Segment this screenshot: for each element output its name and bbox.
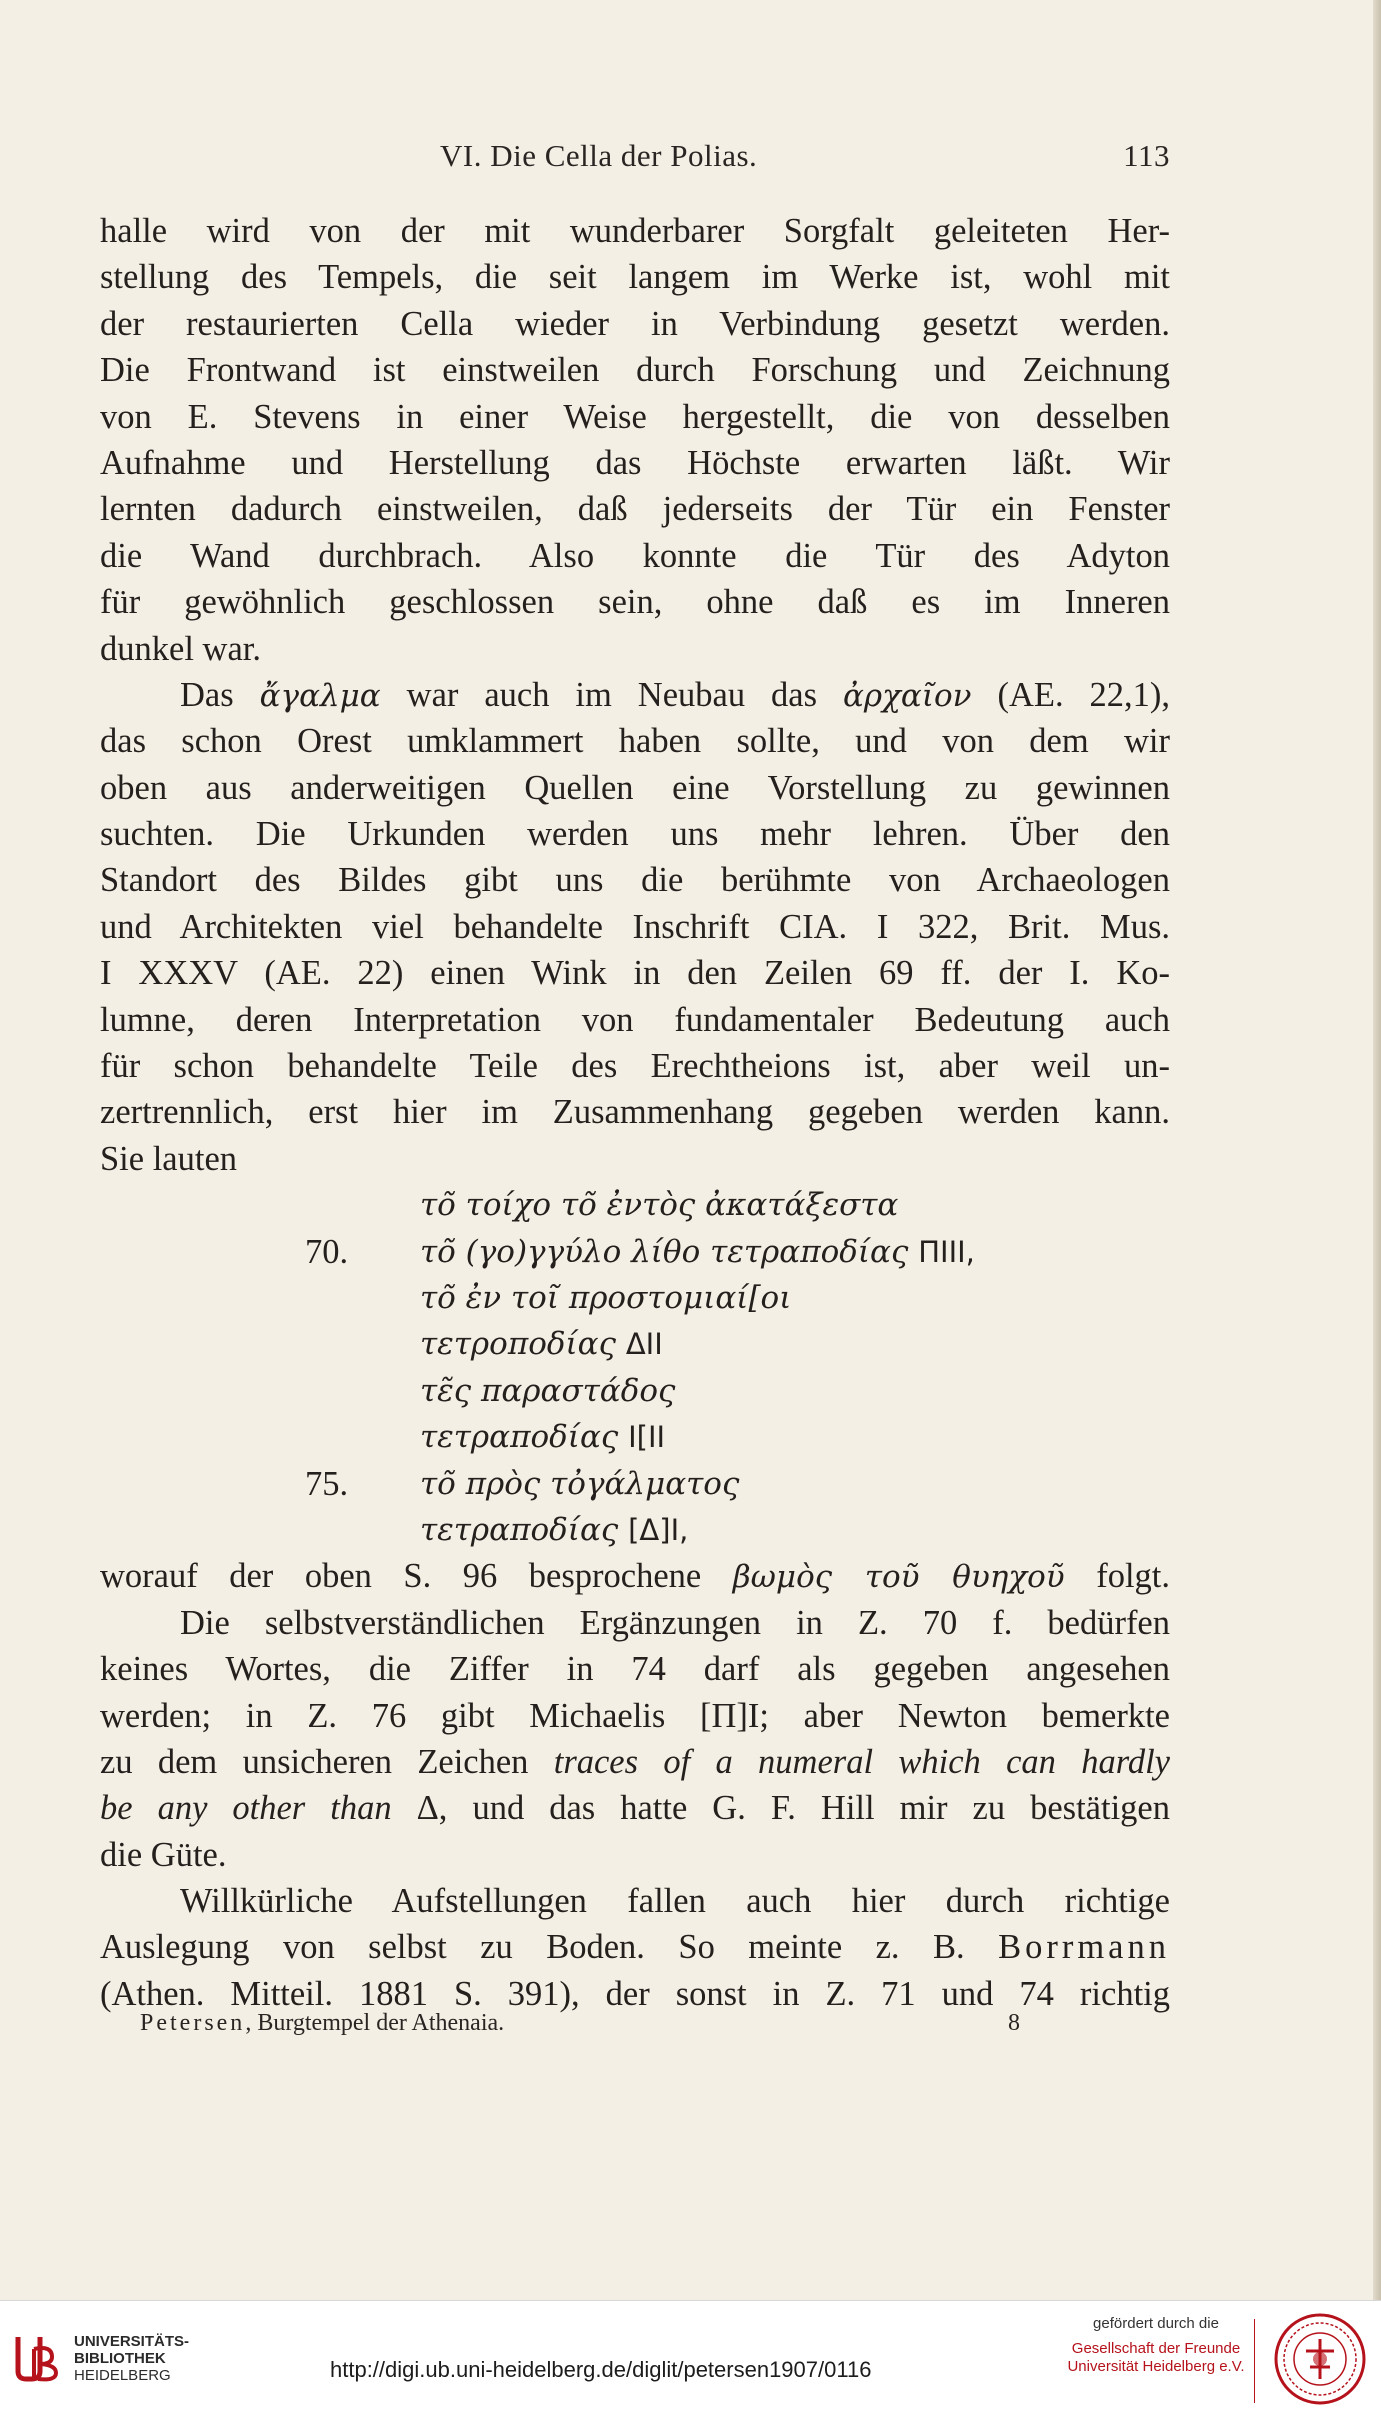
- numeral-glyph: ΠΙΙΙ,: [918, 1234, 975, 1269]
- page-edge: [1373, 0, 1381, 2300]
- text-line: [100, 1553, 1170, 1599]
- sponsor-divider: [1254, 2319, 1255, 2403]
- sponsor-block: [1056, 2315, 1256, 2376]
- text-span: Auslegung von selbst zu Boden. So meinte z. B.: [100, 1928, 999, 1967]
- text-line: I XXXV (AE. 22) einen Wink in den Zeilen 69 ff. der I. Ko-: [100, 954, 1170, 993]
- inscription-block: [100, 1182, 1170, 1553]
- text-line: Sie lauten: [100, 1139, 238, 1178]
- text-line: Die selbstverständlichen Ergänzungen in Z. 70 f. bedürfen: [180, 1603, 1170, 1642]
- running-title: VI. Die Cella der Polias.: [440, 138, 758, 173]
- paragraph-1: [100, 208, 1170, 672]
- text-line: Willkürliche Aufstellungen fallen auch hier durch richtige: [180, 1882, 1170, 1921]
- inscription-line: [100, 1275, 1170, 1321]
- text-span: Das: [180, 675, 260, 714]
- text-line: [100, 1739, 1170, 1785]
- greek-text: τõ ἐν τοῖ προστομιαί[οι: [420, 1279, 792, 1316]
- text-line: von E. Stevens in einer Weise hergestellt, die von desselben: [100, 397, 1170, 436]
- inscription-line: [100, 1368, 1170, 1414]
- text-line: für schon behandelte Teile des Erechtheions ist, aber weil un-: [100, 1047, 1170, 1086]
- greek-text: τετροποδίας: [420, 1326, 626, 1363]
- numeral-glyph: Ι[ΙΙ: [628, 1420, 666, 1455]
- text-line: [100, 1924, 1170, 1970]
- university-seal-icon[interactable]: [1272, 2311, 1368, 2412]
- text-line: der restaurierten Cella wieder in Verbindung gesetzt werden.: [100, 304, 1170, 343]
- text-line: das schon Orest umklammert haben sollte, und von dem wir: [100, 722, 1170, 761]
- inscription-line: [100, 1414, 1170, 1460]
- text-line: lernten dadurch einstweilen, daß jederseits der Tür ein Fenster: [100, 490, 1170, 529]
- footer-book-title: , Burgtempel der Athenaia.: [245, 2010, 505, 2036]
- inscription-text: [420, 1321, 663, 1367]
- text-span: folgt.: [1064, 1557, 1170, 1596]
- text-line: stellung des Tempels, die seit langem im Werke ist, wohl mit: [100, 258, 1170, 297]
- greek-text: τõ πρὸς τὀγάλματος: [420, 1465, 740, 1502]
- greek-word: ἄγαλμα: [259, 677, 381, 714]
- text-line: dunkel war.: [100, 629, 261, 668]
- numeral-glyph: ΔΙΙ: [625, 1327, 663, 1362]
- library-name-line: UNIVERSITÄTS-: [74, 2333, 190, 2350]
- library-name-line: BIBLIOTHEK: [74, 2350, 166, 2367]
- greek-text: τετραποδίας: [420, 1511, 629, 1548]
- inscription-text: [420, 1275, 791, 1321]
- text-line: [100, 1785, 1170, 1831]
- inscription-text: [420, 1182, 898, 1228]
- english-quote: be any other than: [100, 1789, 392, 1828]
- english-quote: traces of a numeral which can hardly: [553, 1742, 1170, 1781]
- greek-text: τετραποδίας: [420, 1419, 629, 1456]
- library-name-line: HEIDELBERG: [74, 2367, 171, 2384]
- text-line: für gewöhnlich geschlossen sein, ohne daß es im Inneren: [100, 583, 1170, 622]
- text-line: die Güte.: [100, 1835, 227, 1874]
- text-line: Die Frontwand ist einstweilen durch Forschung und Zeichnung: [100, 351, 1170, 390]
- paragraph-4: [100, 1878, 1170, 2017]
- sponsor-name-line: Gesellschaft der Freunde: [1071, 2340, 1241, 2357]
- text-span: (AE. 22,1),: [971, 675, 1171, 714]
- text-span: war auch im Neubau das: [380, 675, 843, 714]
- footer-author: Petersen: [140, 2010, 246, 2036]
- line-number: 70.: [305, 1232, 349, 1271]
- text-line: oben aus anderweitigen Quellen eine Vorstellung zu gewinnen: [100, 768, 1170, 807]
- inscription-text: [420, 1229, 975, 1275]
- text-line: zertrennlich, erst hier im Zusammenhang gegeben werden kann.: [100, 1093, 1170, 1132]
- text-line: halle wird von der mit wunderbarer Sorgfalt geleiteten Her-: [100, 212, 1170, 250]
- sponsor-name-line: Universität Heidelberg e.V.: [1067, 2358, 1245, 2375]
- text-line: keines Wortes, die Ziffer in 74 darf als gegeben angesehen: [100, 1650, 1170, 1689]
- text-line: suchten. Die Urkunden werden uns mehr lehren. Über den: [100, 815, 1170, 854]
- text-line: werden; in Z. 76 gibt Michaelis [Π]Ι; aber Newton bemerkte: [100, 1696, 1170, 1735]
- text-line: die Wand durchbrach. Also konnte die Tür des Adyton: [100, 536, 1170, 575]
- signature-line: [140, 2010, 1020, 2044]
- inscription-line: [100, 1507, 1170, 1553]
- inscription-text: [420, 1368, 675, 1414]
- inscription-line: [100, 1321, 1170, 1367]
- text-span: zu dem unsicheren Zeichen: [100, 1742, 554, 1781]
- signature-mark: 8: [1008, 2010, 1020, 2036]
- greek-text: τõ (γο)γγύλο λίθο τετραποδίας: [420, 1233, 919, 1270]
- body-text: [100, 208, 1170, 2017]
- text-line: (Athen. Mitteil. 1881 S. 391), der sonst in Z. 71 und 74 richtig: [100, 1974, 1170, 2013]
- inscription-line: [100, 1461, 1170, 1507]
- text-line: [100, 672, 1170, 718]
- digital-library-footer: [0, 2300, 1381, 2415]
- text-line: Standort des Bildes gibt uns die berühmte von Archaeologen: [100, 861, 1170, 900]
- inscription-text: [420, 1461, 739, 1507]
- inscription-line: [100, 1182, 1170, 1228]
- paragraph-3: [100, 1600, 1170, 1878]
- running-header: [100, 138, 1170, 178]
- greek-word: ἀρχαῖον: [842, 677, 972, 714]
- library-name: [74, 2333, 189, 2384]
- inscription-line: [100, 1229, 1170, 1275]
- ub-heidelberg-logo-icon[interactable]: [12, 2331, 66, 2390]
- text-line: lumne, deren Interpretation von fundamentaler Bedeutung auch: [100, 1000, 1170, 1039]
- greek-text: τε̃ς παραστάδος: [420, 1372, 676, 1409]
- line-number: 75.: [305, 1464, 349, 1503]
- page-number: 113: [1123, 138, 1170, 173]
- greek-phrase: βωμὸς τοῦ θυηχοῦ: [732, 1559, 1065, 1596]
- greek-text: τõ τοίχο τõ ἐντὸς ἀκατάξεστα: [420, 1187, 899, 1224]
- inscription-text: [420, 1507, 688, 1553]
- text-line: und Architekten viel behandelte Inschrift CIA. I 322, Brit. Mus.: [100, 907, 1170, 946]
- text-span: worauf der oben S. 96 besprochene: [100, 1557, 733, 1596]
- permalink-url[interactable]: http://digi.ub.uni-heidelberg.de/diglit/petersen1907/0116: [330, 2357, 872, 2382]
- numeral-glyph: [Δ]Ι,: [628, 1512, 689, 1547]
- sponsor-label: gefördert durch die: [1093, 2315, 1219, 2332]
- text-line: Aufnahme und Herstellung das Höchste erwarten läßt. Wir: [100, 443, 1170, 482]
- inscription-text: [420, 1414, 665, 1460]
- paragraph-2: [100, 672, 1170, 1182]
- text-span: Δ, und das hatte G. F. Hill mir zu bestätigen: [391, 1789, 1170, 1828]
- spaced-name: Borrmann: [998, 1928, 1170, 1967]
